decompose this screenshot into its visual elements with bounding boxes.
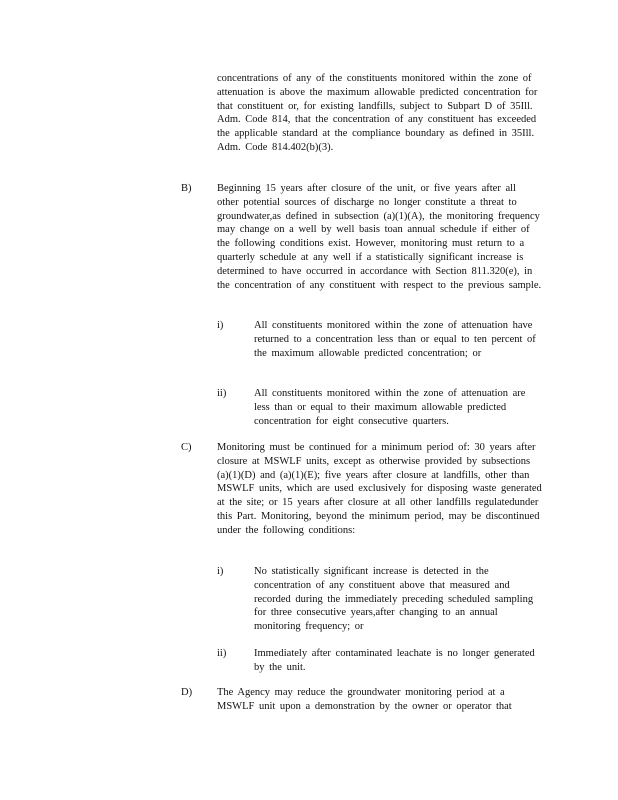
section-text-d: The Agency may reduce the groundwater monitoring period at a MSWLF unit upon a demonstration by the owner or operator that bbox=[217, 687, 512, 712]
section-label-b: B) bbox=[181, 183, 192, 194]
item-text-c-i: No statistically significant increase is detected in the concentration of any constituent above that measured and recorded during the immediately preceding scheduled sampling for three consecutive years,after changing to an annual monitoring frequency; or bbox=[254, 566, 534, 633]
item-label-c-i: i) bbox=[217, 566, 224, 577]
item-text-b-i: All constituents monitored within the zone of attenuation have returned to a concentration less than or equal to ten percent of the maximum allowable predicted concentration; or bbox=[254, 320, 536, 359]
continuation-paragraph: concentrations of any of the constituents monitored within the zone of attenuation is above the maximum allowable predicted concentration for that constituent or, for existing landfills, subject to Subpart D of 35Ill. Adm. Code 814, that the concentration of any constituent has exceeded the applicable standard at the compliance boundary as defined in 35Ill. Adm. Code 814.402(b)(3). bbox=[217, 73, 538, 153]
section-label-c: C) bbox=[181, 442, 192, 453]
section-text-c: Monitoring must be continued for a minimum period of: 30 years after closure at MSWLF units, except as otherwise provided by subsections (a)(1)(D) and (a)(1)(E); five years after closure at landfills, other than MSWLF units, which are used exclusively for disposing waste generated at the site; or 15 years after closure at all other landfills regulatedunder this Part. Monitoring, beyond the minimum period, may be discontinued under the following conditions: bbox=[217, 442, 542, 536]
item-label-b-i: i) bbox=[217, 320, 224, 331]
item-label-c-ii: ii) bbox=[217, 648, 227, 659]
section-text-b: Beginning 15 years after closure of the unit, or five years after all other potential sources of discharge no longer constitute a threat to groundwater,as defined in subsection (a)(1)(A), the monitoring frequency may change on a well by well basis toan annual schedule if either of the following conditions exist. However, monitoring must return to a quarterly schedule at any well if a statistically significant increase is determined to have occurred in accordance with Section 811.320(e), in the concentration of any constituent with respect to the previous sample. bbox=[217, 183, 542, 291]
item-text-c-ii: Immediately after contaminated leachate is no longer generated by the unit. bbox=[254, 648, 535, 673]
item-text-b-ii: All constituents monitored within the zone of attenuation are less than or equal to their maximum allowable predicted concentration for eight consecutive quarters. bbox=[254, 388, 526, 427]
section-label-d: D) bbox=[181, 687, 193, 698]
item-label-b-ii: ii) bbox=[217, 388, 227, 399]
